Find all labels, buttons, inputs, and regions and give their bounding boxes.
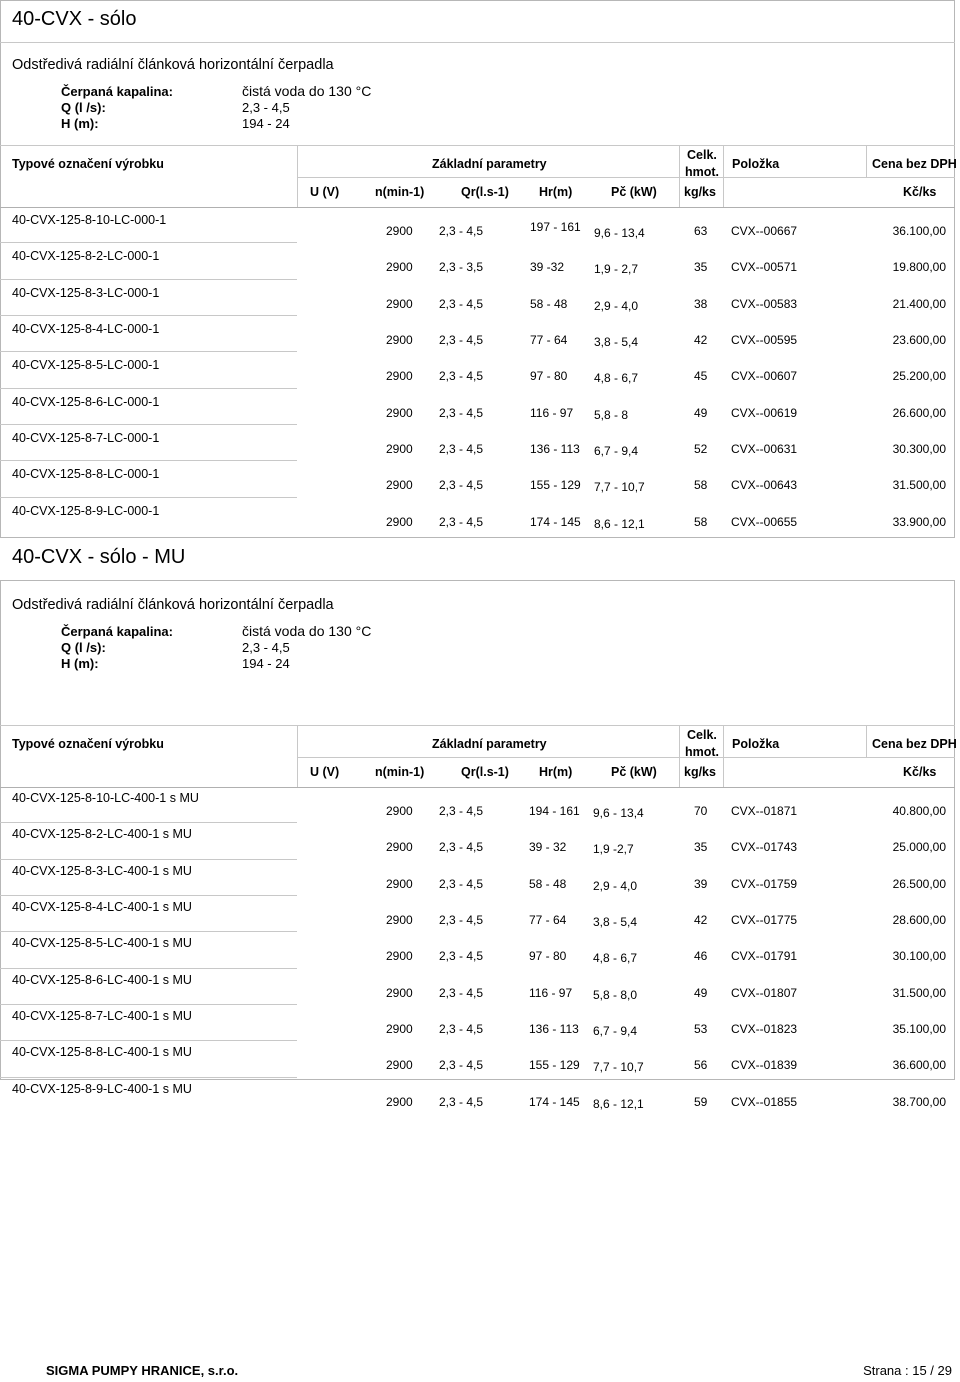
header-top-line <box>0 145 955 146</box>
header-mid-line <box>297 757 955 758</box>
header-divider <box>297 725 298 787</box>
row-power: 8,6 - 12,1 <box>594 516 645 531</box>
row-price: 19.800,00 <box>892 260 946 275</box>
footer-company: SIGMA PUMPY HRANICE, s.r.o. <box>46 1363 239 1378</box>
row-voltage: 2900 <box>386 442 413 457</box>
row-mass: 49 <box>694 985 708 1000</box>
row-power: 7,7 - 10,7 <box>593 1060 644 1075</box>
spec-value: 194 - 24 <box>242 656 290 671</box>
row-voltage: 2900 <box>386 804 413 818</box>
spec-label: Q (l /s): <box>61 100 106 115</box>
row-item-code: CVX--00667 <box>731 224 798 238</box>
row-head: 174 - 145 <box>530 514 581 529</box>
row-type: 40-CVX-125-8-6-LC-000-1 <box>12 394 160 409</box>
row-voltage: 2900 <box>386 1058 413 1073</box>
row-price: 23.600,00 <box>892 333 946 348</box>
row-head: 116 - 97 <box>529 985 573 1000</box>
header-bottom-line <box>0 787 955 788</box>
row-flow: 2,3 - 4,5 <box>439 1094 484 1109</box>
header-type: Typové označení výrobku <box>12 157 164 171</box>
row-flow: 2,3 - 4,5 <box>439 333 484 348</box>
row-flow: 2,3 - 4,5 <box>439 224 484 238</box>
spec-label: Q (l /s): <box>61 640 106 655</box>
row-power: 5,8 - 8 <box>594 407 629 422</box>
row-flow: 2,3 - 4,5 <box>439 840 484 855</box>
header-divider <box>866 145 867 177</box>
section-subtitle: Odstředivá radiální článková horizontální čerpadla <box>12 597 334 613</box>
header-mass-1: Celk. <box>687 728 717 742</box>
row-flow: 2,3 - 4,5 <box>439 405 484 420</box>
row-power: 3,8 - 5,4 <box>594 335 639 350</box>
header-pc: Pč (kW) <box>611 185 657 199</box>
header-u: U (V) <box>310 765 340 779</box>
row-price: 36.600,00 <box>892 1058 946 1073</box>
row-price: 38.700,00 <box>892 1094 946 1109</box>
row-power: 1,9 - 2,7 <box>594 262 639 277</box>
header-divider <box>679 145 680 207</box>
row-head: 77 - 64 <box>529 913 567 928</box>
row-type: 40-CVX-125-8-6-LC-400-1 s MU <box>12 972 192 987</box>
header-n: n(min-1) <box>375 185 425 199</box>
row-type: 40-CVX-125-8-7-LC-400-1 s MU <box>12 1009 192 1024</box>
header-qr: Qr(l.s-1) <box>461 185 509 199</box>
header-divider <box>297 145 298 207</box>
row-voltage: 2900 <box>386 296 413 311</box>
header-top-line <box>0 725 955 726</box>
row-head: 136 - 113 <box>529 1022 579 1037</box>
row-divider <box>0 895 297 896</box>
row-item-code: CVX--01743 <box>731 840 798 855</box>
header-type: Typové označení výrobku <box>12 737 164 751</box>
row-power: 2,9 - 4,0 <box>593 878 638 893</box>
header-kc: Kč/ks <box>903 185 937 199</box>
row-item-code: CVX--01807 <box>731 985 798 1000</box>
row-power: 9,6 - 13,4 <box>594 226 645 240</box>
row-voltage: 2900 <box>386 1094 413 1109</box>
row-type: 40-CVX-125-8-7-LC-000-1 <box>12 431 160 446</box>
row-type: 40-CVX-125-8-10-LC-000-1 <box>12 213 167 227</box>
row-head: 97 - 80 <box>529 949 567 964</box>
row-mass: 39 <box>694 876 708 891</box>
row-head: 39 - 32 <box>529 840 567 855</box>
row-voltage: 2900 <box>386 260 413 275</box>
row-divider <box>0 388 297 389</box>
row-type: 40-CVX-125-8-4-LC-400-1 s MU <box>12 900 192 915</box>
row-price: 26.500,00 <box>892 876 946 891</box>
row-divider <box>0 1077 297 1078</box>
header-pc: Pč (kW) <box>611 765 657 779</box>
row-divider <box>0 315 297 316</box>
row-voltage: 2900 <box>386 224 413 238</box>
row-power: 6,7 - 9,4 <box>593 1024 638 1039</box>
row-mass: 42 <box>694 333 708 348</box>
row-flow: 2,3 - 4,5 <box>439 1058 484 1073</box>
row-item-code: CVX--00631 <box>731 442 798 457</box>
row-head: 116 - 97 <box>530 405 574 420</box>
header-kc: Kč/ks <box>903 765 937 779</box>
row-type: 40-CVX-125-8-4-LC-000-1 <box>12 322 160 337</box>
header-bottom-line <box>0 207 955 208</box>
row-item-code: CVX--01759 <box>731 876 798 891</box>
row-voltage: 2900 <box>386 369 413 384</box>
row-price: 30.300,00 <box>892 442 946 457</box>
row-flow: 2,3 - 4,5 <box>439 876 484 891</box>
header-mid-line <box>297 177 955 178</box>
row-type: 40-CVX-125-8-5-LC-400-1 s MU <box>12 936 192 951</box>
row-divider <box>0 497 297 498</box>
row-item-code: CVX--01791 <box>731 949 798 964</box>
row-power: 6,7 - 9,4 <box>594 444 639 459</box>
row-flow: 2,3 - 4,5 <box>439 985 484 1000</box>
row-item-code: CVX--01855 <box>731 1094 798 1109</box>
header-hr: Hr(m) <box>539 765 573 779</box>
row-voltage: 2900 <box>386 913 413 928</box>
row-head: 58 - 48 <box>529 876 567 891</box>
row-item-code: CVX--00583 <box>731 296 798 311</box>
row-flow: 2,3 - 3,5 <box>439 260 484 275</box>
header-params: Základní parametry <box>432 737 547 751</box>
row-divider <box>0 351 297 352</box>
row-voltage: 2900 <box>386 514 413 529</box>
row-price: 31.500,00 <box>892 985 946 1000</box>
header-divider <box>723 725 724 787</box>
row-voltage: 2900 <box>386 405 413 420</box>
row-price: 21.400,00 <box>892 296 946 311</box>
row-price: 40.800,00 <box>892 804 946 818</box>
row-divider <box>0 1040 297 1041</box>
row-item-code: CVX--01823 <box>731 1022 798 1037</box>
spec-label: Čerpaná kapalina: <box>61 84 173 99</box>
row-price: 33.900,00 <box>892 514 946 529</box>
row-power: 2,9 - 4,0 <box>594 298 639 313</box>
row-voltage: 2900 <box>386 876 413 891</box>
spec-value: 194 - 24 <box>242 116 290 131</box>
row-type: 40-CVX-125-8-8-LC-400-1 s MU <box>12 1045 192 1060</box>
row-head: 97 - 80 <box>530 369 568 384</box>
row-mass: 35 <box>694 840 708 855</box>
row-type: 40-CVX-125-8-3-LC-400-1 s MU <box>12 863 192 878</box>
header-kg: kg/ks <box>684 765 716 779</box>
section-title: 40-CVX - sólo - MU <box>12 546 186 568</box>
row-flow: 2,3 - 4,5 <box>439 478 484 493</box>
row-type: 40-CVX-125-8-2-LC-000-1 <box>12 249 160 264</box>
row-price: 35.100,00 <box>892 1022 946 1037</box>
row-voltage: 2900 <box>386 840 413 855</box>
header-u: U (V) <box>310 185 340 199</box>
section-subtitle: Odstředivá radiální článková horizontální čerpadla <box>12 57 334 73</box>
row-type: 40-CVX-125-8-8-LC-000-1 <box>12 467 160 482</box>
row-head: 58 - 48 <box>530 296 568 311</box>
row-head: 174 - 145 <box>529 1094 580 1109</box>
spec-label: H (m): <box>61 656 99 671</box>
row-power: 4,8 - 6,7 <box>594 371 639 386</box>
row-mass: 70 <box>694 804 708 818</box>
header-divider <box>723 145 724 207</box>
header-mass-1: Celk. <box>687 148 717 162</box>
row-voltage: 2900 <box>386 1022 413 1037</box>
row-type: 40-CVX-125-8-5-LC-000-1 <box>12 358 160 373</box>
row-head: 194 - 161 <box>529 804 580 818</box>
row-mass: 45 <box>694 369 708 384</box>
row-flow: 2,3 - 4,5 <box>439 1022 484 1037</box>
row-power: 3,8 - 5,4 <box>593 915 638 930</box>
row-voltage: 2900 <box>386 333 413 348</box>
row-type: 40-CVX-125-8-10-LC-400-1 s MU <box>12 791 199 805</box>
row-power: 8,6 - 12,1 <box>593 1096 644 1111</box>
header-n: n(min-1) <box>375 765 425 779</box>
header-qr: Qr(l.s-1) <box>461 765 509 779</box>
row-head: 136 - 113 <box>530 442 580 457</box>
row-mass: 52 <box>694 442 708 457</box>
row-item-code: CVX--00619 <box>731 405 798 420</box>
spec-label: H (m): <box>61 116 99 131</box>
row-mass: 53 <box>694 1022 708 1037</box>
row-divider <box>0 460 297 461</box>
row-power: 5,8 - 8,0 <box>593 987 638 1002</box>
row-flow: 2,3 - 4,5 <box>439 369 484 384</box>
row-mass: 49 <box>694 405 708 420</box>
header-kg: kg/ks <box>684 185 716 199</box>
spec-value: 2,3 - 4,5 <box>242 640 290 655</box>
spec-value: čistá voda do 130 °C <box>242 623 372 639</box>
row-mass: 56 <box>694 1058 708 1073</box>
row-mass: 38 <box>694 296 708 311</box>
row-item-code: CVX--00607 <box>731 369 798 384</box>
row-head: 155 - 129 <box>530 478 581 493</box>
header-price: Cena bez DPH <box>872 737 957 751</box>
header-divider <box>679 725 680 787</box>
row-head: 39 -32 <box>530 260 565 275</box>
row-voltage: 2900 <box>386 478 413 493</box>
title-divider <box>0 42 955 43</box>
header-mass-2: hmot. <box>685 745 720 759</box>
row-mass: 42 <box>694 913 708 928</box>
row-head: 155 - 129 <box>529 1058 580 1073</box>
row-power: 9,6 - 13,4 <box>593 806 644 820</box>
row-type: 40-CVX-125-8-9-LC-400-1 s MU <box>12 1081 192 1096</box>
section-title: 40-CVX - sólo <box>12 8 137 30</box>
header-price: Cena bez DPH <box>872 157 957 171</box>
row-divider <box>0 424 297 425</box>
row-divider <box>0 279 297 280</box>
row-power: 7,7 - 10,7 <box>594 480 645 495</box>
row-flow: 2,3 - 4,5 <box>439 949 484 964</box>
row-voltage: 2900 <box>386 985 413 1000</box>
row-divider <box>0 859 297 860</box>
row-price: 25.200,00 <box>892 369 946 384</box>
row-flow: 2,3 - 4,5 <box>439 442 484 457</box>
row-type: 40-CVX-125-8-2-LC-400-1 s MU <box>12 827 192 842</box>
row-mass: 46 <box>694 949 708 964</box>
row-item-code: CVX--01871 <box>731 804 798 818</box>
row-flow: 2,3 - 4,5 <box>439 913 484 928</box>
header-hr: Hr(m) <box>539 185 573 199</box>
row-mass: 63 <box>694 224 708 238</box>
row-price: 26.600,00 <box>892 405 946 420</box>
row-price: 36.100,00 <box>892 224 946 238</box>
row-mass: 59 <box>694 1094 708 1109</box>
row-item-code: CVX--01775 <box>731 913 798 928</box>
row-type: 40-CVX-125-8-9-LC-000-1 <box>12 503 160 518</box>
row-price: 25.000,00 <box>892 840 946 855</box>
footer-page-number: Strana : 15 / 29 <box>863 1363 952 1378</box>
row-head: 197 - 161 <box>530 220 581 234</box>
row-mass: 35 <box>694 260 708 275</box>
row-divider <box>0 822 297 823</box>
row-divider <box>0 968 297 969</box>
header-item: Položka <box>732 157 780 171</box>
spec-label: Čerpaná kapalina: <box>61 624 173 639</box>
row-flow: 2,3 - 4,5 <box>439 804 484 818</box>
row-power: 4,8 - 6,7 <box>593 951 638 966</box>
spec-value: 2,3 - 4,5 <box>242 100 290 115</box>
header-item: Položka <box>732 737 780 751</box>
row-mass: 58 <box>694 514 708 529</box>
row-divider <box>0 1004 297 1005</box>
row-voltage: 2900 <box>386 949 413 964</box>
row-head: 77 - 64 <box>530 333 568 348</box>
row-price: 30.100,00 <box>892 949 946 964</box>
header-mass-2: hmot. <box>685 165 720 179</box>
row-flow: 2,3 - 4,5 <box>439 296 484 311</box>
row-item-code: CVX--00655 <box>731 514 798 529</box>
row-item-code: CVX--00595 <box>731 333 798 348</box>
header-params: Základní parametry <box>432 157 547 171</box>
row-price: 31.500,00 <box>892 478 946 493</box>
row-divider <box>0 931 297 932</box>
row-flow: 2,3 - 4,5 <box>439 514 484 529</box>
row-price: 28.600,00 <box>892 913 946 928</box>
row-item-code: CVX--00571 <box>731 260 798 275</box>
row-mass: 58 <box>694 478 708 493</box>
row-power: 1,9 -2,7 <box>593 842 634 857</box>
row-item-code: CVX--01839 <box>731 1058 798 1073</box>
row-item-code: CVX--00643 <box>731 478 798 493</box>
spec-value: čistá voda do 130 °C <box>242 83 372 99</box>
header-divider <box>866 725 867 757</box>
row-type: 40-CVX-125-8-3-LC-000-1 <box>12 285 160 300</box>
row-divider <box>0 242 297 243</box>
